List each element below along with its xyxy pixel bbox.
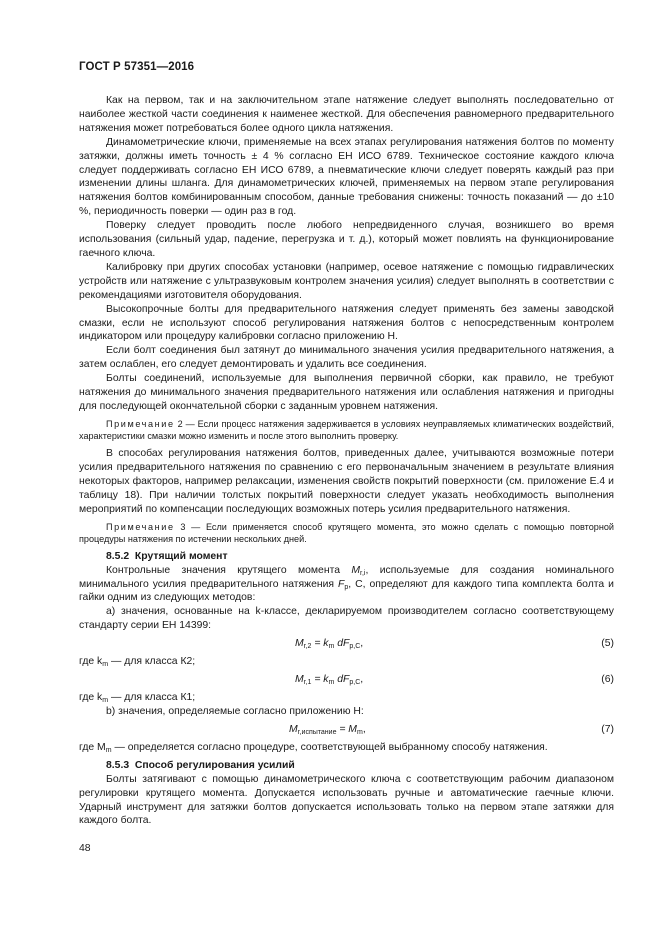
note-text: — Если процесс натяжения задерживается в условиях неуправляемых климатических воздействий, характеристики смазки можно изменить и после этого выполнить проверку. <box>79 418 615 442</box>
note-text: — Если применяется способ крутящего момента, это можно сделать с помощью повторной процедуры натяжения по истечении нескольких дней. <box>79 521 614 545</box>
symbol: dF <box>334 674 350 686</box>
subscript: m <box>328 643 335 651</box>
text-run: где k <box>79 692 103 704</box>
paragraph: Если болт соединения был затянут до минимального значения усилия предварительного натяжения, а затем ослаблен, его следует демонтировать и удалить все соединения. <box>79 345 614 371</box>
text-run: — для класса К2; <box>108 656 196 668</box>
paragraph: Как на первом, так и на заключительном этапе натяжение следует выполнять последовательно от наиболее жесткой части соединения к наименее жесткой. Для обеспечения равномерного предварительного натяжения может потребоваться более одного цикла натяжения. <box>79 95 614 134</box>
equation-6 <box>79 670 614 690</box>
equation-number: (7) <box>601 723 614 735</box>
subscript: r,испытание <box>297 728 337 736</box>
paragraph: В способах регулирования натяжения болтов, приведенных далее, учитываются возможные потери усилия предварительного натяжения по сравнению с его первоначальным значением в результате влияния некоторых факторов, например релаксации, изменения свойств покрытий поверхности (см. приложение Е.4 и таблицу 18). При наличии толстых покрытий поверхности следует указать необходимость выполнения мероприятий по компенсации последующих возможных потерь усилия предварительного натяжения. <box>79 448 614 515</box>
section-heading-852 <box>79 550 614 564</box>
section-title: Способ регулирования усилий <box>134 759 295 771</box>
note-number: 2 <box>177 418 183 429</box>
punct: , <box>360 674 364 686</box>
where-clause <box>79 741 614 755</box>
subscript: m <box>102 661 109 669</box>
where-clause <box>79 691 614 705</box>
paragraph: Поверку следует проводить после любого непредвиденного случая, возникшего во время использования (сильный удар, падение, перегрузка и т. д.), который может повлиять на функционирование гаечного ключа. <box>79 220 614 259</box>
equation-7 <box>79 720 614 740</box>
paragraph: Болты соединений, используемые для выполнения первичной сборки, как правило, не требуют натяжения до минимального значения предварительного натяжения или ослабления натяжения и пригодны для последующей окончательной сборки с заданным уровнем натяжения. <box>79 373 614 412</box>
paragraph: Калибровку при других способах установки (например, осевое натяжение с помощью гидравлических устройств или натяжение с ультразвуковым контролем значения усилия) следует выполнять в соответствии с рекомендациями изготовителя оборудования. <box>79 261 614 301</box>
page-body <box>79 94 614 828</box>
section-intro <box>79 564 614 606</box>
subscript: p <box>344 583 349 591</box>
paragraph: Динамометрические ключи, применяемые на всех этапах регулирования натяжения болтов по моменту затяжки, должны иметь точность ± 4 % согласно ЕН ИСО 6789. Техническое состояние каждого ключа следует поддерживать согласно ЕН ИСО 6789, а пневматические ключи следует поверять каждый раз при изменении длины шланга. Для динамометрических ключей, применяемых на первом этапе регулирования натяжения болтов комбинированным способом, данные требования снижены: точность показаний — до ±10 %, периодичность поверки — один раз в год. <box>79 136 614 218</box>
symbol: F <box>338 578 345 590</box>
subscript: p,C <box>349 679 361 687</box>
subscript: m <box>102 697 109 705</box>
note-label: Примечание <box>106 521 175 532</box>
symbol: = k <box>311 638 329 650</box>
note-2 <box>79 418 614 443</box>
list-item-b: b) значения, определяемые согласно приложению Н: <box>106 706 364 717</box>
text-run: , используемые для создания номинального минимального усилия предварительного натяжения <box>79 564 614 590</box>
page-number: 48 <box>79 843 91 854</box>
paragraph: Болты затягивают с помощью динамометрического ключа с соответствующим рабочим диапазоном регулировки крутящего момента. Допускается использовать ручные и автоматические гаечные ключи. Ударный инструмент для затяжки болтов допускается использовать только на первом этапе затяжки для каждого болта. <box>79 773 614 827</box>
note-label: Примечание <box>106 418 175 429</box>
subscript: m <box>328 679 335 687</box>
text-run: где M <box>79 741 106 753</box>
symbol: = k <box>311 674 329 686</box>
subscript: r,i <box>360 569 366 577</box>
text-run: Контрольные значения крутящего момента <box>106 564 352 576</box>
note-3 <box>79 521 614 546</box>
text-run: — определяется согласно процедуре, соответствующей выбранному способу натяжения. <box>111 741 548 753</box>
symbol: M <box>289 723 298 735</box>
section-number: 8.5.2 <box>106 550 130 562</box>
formula <box>295 673 363 687</box>
text-run: , С, определяют для каждого типа комплекта болта и гайки одним из следующих методов: <box>79 578 614 604</box>
text-run: — для класса К1; <box>108 692 196 704</box>
note-number: 3 <box>180 521 186 532</box>
subscript: r,2 <box>303 643 312 651</box>
subscript: m <box>356 728 363 736</box>
symbol: M <box>295 638 304 650</box>
paragraph: Высокопрочные болты для предварительного натяжения следует применять без замены заводской смазки, если не используют способ регулирования натяжения болтов с непосредственным контролем индикатором или процедуру калибровки согласно приложению Н. <box>79 303 614 343</box>
symbol: M <box>295 674 304 686</box>
symbol: M <box>351 564 361 576</box>
punct: , <box>360 638 364 650</box>
formula <box>295 637 363 651</box>
section-title: Крутящий момент <box>134 550 228 562</box>
punct: , <box>362 723 366 735</box>
list-item-a: a) значения, основанные на k-классе, декларируемом производителем согласно соответствующему стандарту серии ЕН 14399: <box>79 606 614 632</box>
subscript: p,C <box>349 643 361 651</box>
section-heading-853 <box>79 759 614 773</box>
subscript: r,1 <box>303 679 312 687</box>
equation-5 <box>79 634 614 654</box>
symbol: dF <box>334 638 350 650</box>
equation-number: (5) <box>601 638 614 650</box>
formula <box>289 723 366 737</box>
section-number: 8.5.3 <box>106 759 130 771</box>
symbol: = M <box>336 723 357 735</box>
where-clause <box>79 655 614 669</box>
document-header: ГОСТ Р 57351—2016 <box>79 61 195 73</box>
text-run: где k <box>79 656 103 668</box>
subscript: m <box>105 746 112 754</box>
equation-number: (6) <box>601 674 614 686</box>
